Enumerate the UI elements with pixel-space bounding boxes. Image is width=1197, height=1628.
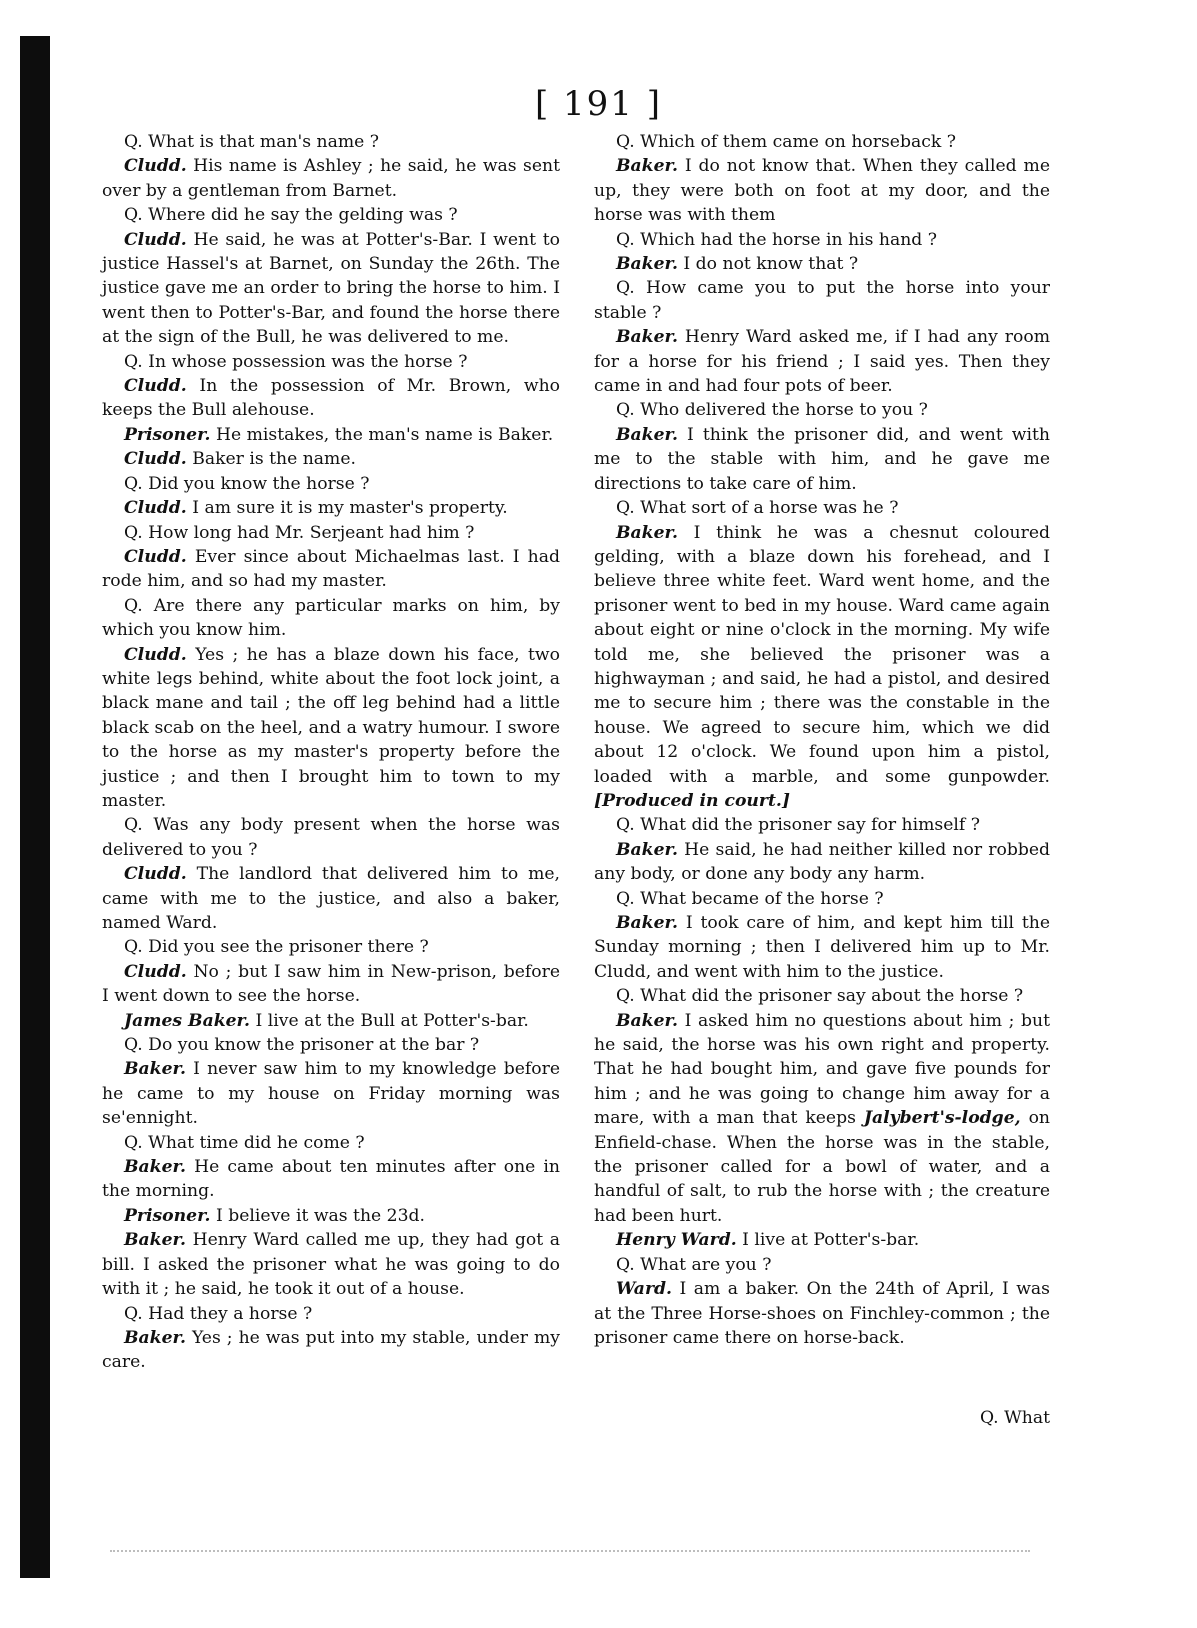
testimony-text: I never saw him to my knowledge before he came to my house on Friday morning was se'ennight. xyxy=(102,1059,560,1129)
testimony-text: I think the prisoner did, and went with me to the stable with him, and he gave me directions to take care of him. xyxy=(594,424,1050,494)
testimony-text: He came about ten minutes after one in the morning. xyxy=(102,1157,560,1202)
speaker-label: Q. xyxy=(616,815,635,836)
testimony-paragraph xyxy=(102,1155,560,1204)
speaker-label: Prisoner. xyxy=(124,1205,211,1226)
testimony-text: Who delivered the horse to you ? xyxy=(634,400,928,421)
speaker-label: Baker. xyxy=(616,327,678,348)
testimony-paragraph xyxy=(594,276,1050,325)
testimony-paragraph xyxy=(102,423,560,447)
testimony-text: Yes ; he was put into my stable, under my care. xyxy=(102,1327,560,1373)
speaker-label: Cludd. xyxy=(124,229,187,250)
speaker-label: Cludd. xyxy=(124,156,187,177)
testimony-paragraph xyxy=(594,325,1050,398)
testimony-paragraph xyxy=(594,1009,1050,1229)
testimony-text: He mistakes, the man's name is Baker. xyxy=(210,424,554,445)
testimony-paragraph xyxy=(102,935,560,959)
testimony-text: What did the prisoner say for himself ? xyxy=(634,815,980,836)
speaker-label: Q. xyxy=(124,1132,143,1153)
testimony-paragraph xyxy=(102,154,560,203)
page-binding-edge xyxy=(20,36,50,1578)
speaker-label: Henry Ward. xyxy=(616,1230,737,1251)
testimony-paragraph xyxy=(594,1253,1050,1277)
testimony-text: What time did he come ? xyxy=(142,1132,365,1153)
testimony-paragraph xyxy=(594,423,1050,496)
testimony-paragraph xyxy=(102,1009,560,1033)
testimony-paragraph xyxy=(594,130,1050,154)
testimony-paragraph xyxy=(102,1057,560,1130)
testimony-text: He said, he had neither killed nor robbed any body, or done any body any harm. xyxy=(594,839,1050,885)
testimony-text: Where did he say the gelding was ? xyxy=(142,205,458,226)
testimony-text: Had they a horse ? xyxy=(142,1303,313,1324)
testimony-paragraph xyxy=(594,984,1050,1008)
speaker-label: Baker. xyxy=(124,1230,186,1251)
testimony-paragraph xyxy=(102,472,560,496)
testimony-text: Did you see the prisoner there ? xyxy=(142,937,429,958)
italic-note: Jalybert's-lodge, xyxy=(863,1108,1021,1129)
testimony-paragraph xyxy=(102,1228,560,1301)
testimony-text: I am sure it is my master's property. xyxy=(186,498,508,519)
testimony-text: I believe it was the 23d. xyxy=(210,1205,426,1226)
testimony-text: Did you know the horse ? xyxy=(142,473,370,494)
speaker-label: Q. xyxy=(124,205,143,226)
speaker-label: Q. xyxy=(124,1035,143,1056)
testimony-paragraph xyxy=(594,228,1050,252)
testimony-paragraph xyxy=(102,130,560,154)
testimony-paragraph xyxy=(102,1131,560,1155)
speaker-label: Baker. xyxy=(616,254,678,275)
testimony-text: I am a baker. On the 24th of April, I was at the Three Horse-shoes on Finchley-common ; the prisoner came there on horse-back. xyxy=(594,1279,1050,1348)
page-number: [ 191 ] xyxy=(534,84,663,124)
testimony-paragraph xyxy=(594,887,1050,911)
testimony-text: What is that man's name ? xyxy=(142,132,379,152)
speaker-label: Q. xyxy=(124,595,143,616)
testimony-text: How came you to put the horse into your stable ? xyxy=(594,278,1050,323)
speaker-label: Prisoner. xyxy=(124,424,211,445)
testimony-paragraph xyxy=(102,521,560,545)
testimony-paragraph xyxy=(102,203,560,227)
speaker-label: Baker. xyxy=(616,424,678,445)
testimony-text: Henry Ward called me up, they had got a bill. I asked the prisoner what he was going to do with it ; he said, he took it out of a house. xyxy=(102,1230,560,1300)
speaker-label: Baker. xyxy=(616,913,678,933)
speaker-label: Baker. xyxy=(616,1010,678,1031)
testimony-paragraph xyxy=(102,496,560,520)
testimony-paragraph xyxy=(102,594,560,643)
speaker-label: Q. xyxy=(124,522,143,543)
testimony-text: I think he was a chesnut coloured gelding, with a blaze down his forehead, and I believe three white feet. Ward went home, and the prisoner went to bed in my house. Ward came again about eight or nine o'clock in the morning. My wife told me, she believed the prisoner was a highwayman ; and said, he had a pistol, and desired me to secure him ; there was the constable in the house. We agreed to secure him, which we did about 12 o'clock. We found upon him a pistol, loaded with a marble, and some gunpowder. xyxy=(594,522,1050,787)
italic-note: [Produced in court.] xyxy=(594,790,791,811)
testimony-text-continued: on Enfield-chase. When the horse was in the stable, the prisoner called for a bowl of water, and a handful of salt, to rub the horse with ; the creature had been hurt. xyxy=(594,1108,1050,1226)
speaker-label: Q. xyxy=(616,498,635,519)
speaker-label: Cludd. xyxy=(124,546,187,567)
testimony-text: What did the prisoner say about the horse ? xyxy=(634,986,1024,1007)
testimony-text: Are there any particular marks on him, by which you know him. xyxy=(102,595,560,641)
testimony-paragraph xyxy=(102,447,560,471)
testimony-text: What are you ? xyxy=(634,1254,772,1275)
testimony-text: I asked him no questions about him ; but he said, the horse was his own right and property. That he had bought him, and gave five pounds for him ; and he was going to change him away for a mare, with a man that keeps xyxy=(594,1010,1050,1129)
testimony-paragraph xyxy=(594,398,1050,422)
speaker-label: Q. xyxy=(616,1254,635,1275)
testimony-text: How long had Mr. Serjeant had him ? xyxy=(142,522,475,543)
speaker-label: Q. xyxy=(124,473,143,494)
testimony-paragraph xyxy=(102,1033,560,1057)
testimony-paragraph xyxy=(594,521,1050,814)
speaker-label: Q. xyxy=(124,351,143,372)
speaker-label: Baker. xyxy=(616,522,678,543)
testimony-paragraph xyxy=(102,643,560,814)
testimony-paragraph xyxy=(102,813,560,862)
testimony-text: Was any body present when the horse was delivered to you ? xyxy=(102,815,560,860)
testimony-text: His name is Ashley ; he said, he was sent over by a gentleman from Barnet. xyxy=(102,156,560,201)
testimony-text: What sort of a horse was he ? xyxy=(634,498,899,519)
testimony-paragraph xyxy=(102,1326,560,1375)
speaker-label: Q. xyxy=(616,132,635,152)
speaker-label: Cludd. xyxy=(124,449,187,470)
testimony-text: In the possession of Mr. Brown, who keeps the Bull alehouse. xyxy=(102,376,560,421)
speaker-label: Cludd. xyxy=(124,961,187,982)
speaker-label: Cludd. xyxy=(124,864,187,885)
speaker-label: Cludd. xyxy=(124,498,187,519)
speaker-label: Baker. xyxy=(616,839,678,860)
testimony-paragraph xyxy=(594,838,1050,887)
speaker-label: Q. xyxy=(616,229,635,250)
speaker-label: Cludd. xyxy=(124,376,187,397)
testimony-paragraph xyxy=(594,252,1050,276)
testimony-paragraph xyxy=(594,813,1050,837)
testimony-text: No ; but I saw him in New-prison, before I went down to see the horse. xyxy=(102,961,560,1007)
testimony-text: In whose possession was the horse ? xyxy=(142,351,468,372)
testimony-paragraph xyxy=(594,154,1050,227)
testimony-paragraph xyxy=(102,1204,560,1228)
testimony-text: Which of them came on horseback ? xyxy=(634,132,956,152)
testimony-text: Baker is the name. xyxy=(186,449,356,470)
testimony-paragraph xyxy=(102,228,560,350)
speaker-label: James Baker. xyxy=(124,1010,251,1031)
testimony-paragraph xyxy=(102,374,560,423)
speaker-label: Baker. xyxy=(124,1327,186,1348)
testimony-text: Ever since about Michaelmas last. I had rode him, and so had my master. xyxy=(102,546,560,592)
testimony-paragraph xyxy=(102,960,560,1009)
right-column xyxy=(594,130,1050,1350)
testimony-paragraph xyxy=(594,1277,1050,1350)
catchword: Q. What xyxy=(979,1408,1050,1428)
speaker-label: Baker. xyxy=(616,156,678,177)
speaker-label: Q. xyxy=(124,815,143,836)
testimony-paragraph xyxy=(102,1302,560,1326)
speaker-label: Baker. xyxy=(124,1059,186,1080)
speaker-label: Q. xyxy=(616,278,635,299)
speaker-label: Q. xyxy=(616,400,635,421)
testimony-paragraph xyxy=(594,1228,1050,1252)
testimony-paragraph xyxy=(594,496,1050,520)
testimony-text: The landlord that delivered him to me, came with me to the justice, and also a baker, named Ward. xyxy=(102,864,560,933)
scan-noise-line xyxy=(110,1530,1030,1552)
speaker-label: Baker. xyxy=(124,1157,186,1178)
testimony-text: I do not know that. When they called me up, they were both on foot at my door, and the horse was with them xyxy=(594,156,1050,226)
testimony-text: I do not know that ? xyxy=(677,254,859,275)
speaker-label: Ward. xyxy=(616,1279,673,1300)
testimony-text: Do you know the prisoner at the bar ? xyxy=(142,1035,480,1056)
testimony-text: I live at Potter's-bar. xyxy=(736,1230,920,1251)
speaker-label: Q. xyxy=(124,1303,143,1324)
speaker-label: Q. xyxy=(616,888,635,909)
testimony-paragraph xyxy=(102,862,560,935)
speaker-label: Cludd. xyxy=(124,644,187,665)
speaker-label: Q. xyxy=(124,132,143,152)
testimony-paragraph xyxy=(594,911,1050,984)
testimony-text: Yes ; he has a blaze down his face, two white legs behind, white about the foot lock joint, a black mane and tail ; the off leg behind had a little black scab on the heel, and a watry humour. I swore to the horse as my master's property before the justice ; and then I brought him to town to my master. xyxy=(102,644,560,811)
speaker-label: Q. xyxy=(124,937,143,958)
testimony-text: I took care of him, and kept him till the Sunday morning ; then I delivered him up to Mr. Cludd, and went with him to the justice. xyxy=(594,913,1050,982)
testimony-paragraph xyxy=(102,350,560,374)
testimony-text: What became of the horse ? xyxy=(634,888,884,909)
speaker-label: Q. xyxy=(616,986,635,1007)
testimony-text: He said, he was at Potter's-Bar. I went to justice Hassel's at Barnet, on Sunday the 26th. The justice gave me an order to bring the horse to him. I went then to Potter's-Bar, and found the horse there at the sign of the Bull, he was delivered to me. xyxy=(102,229,560,348)
testimony-paragraph xyxy=(102,545,560,594)
left-column xyxy=(102,130,560,1375)
testimony-text: Which had the horse in his hand ? xyxy=(634,229,937,250)
testimony-text: I live at the Bull at Potter's-bar. xyxy=(250,1010,529,1031)
testimony-text: Henry Ward asked me, if I had any room for a horse for his friend ; I said yes. Then they came in and had four pots of beer. xyxy=(594,327,1050,397)
